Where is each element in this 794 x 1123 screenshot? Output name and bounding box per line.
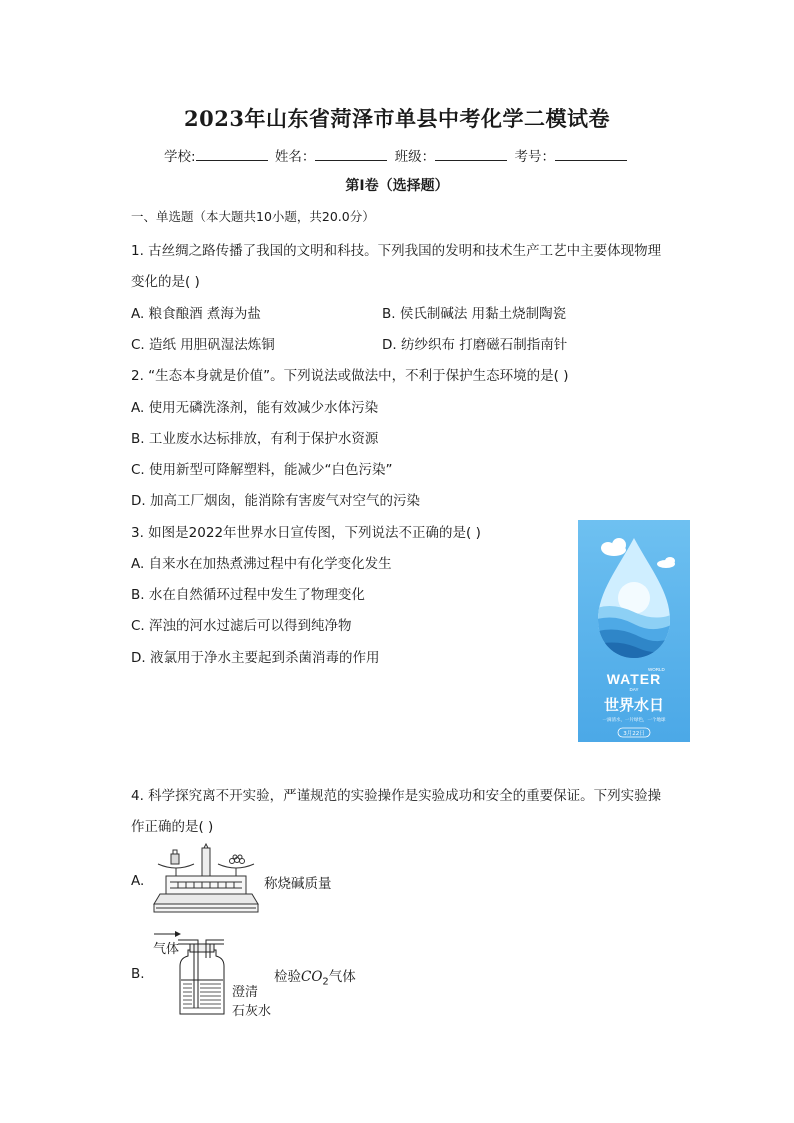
q4-stem-line1: 4. 科学探究离不开实验，严谨规范的实验操作是实验成功和安全的重要保证。下列实验操: [131, 788, 662, 804]
limewater-label-2: 石灰水: [232, 1004, 272, 1019]
poster-date: 3月22日: [623, 731, 645, 737]
exam-number-blank[interactable]: [555, 147, 627, 161]
q1-option-d: D. 纺纱织布 打磨磁石制指南针: [382, 337, 568, 353]
q1-option-c: C. 造纸 用胆矾湿法炼铜: [131, 337, 275, 353]
q4-stem-line2: 作正确的是( ): [131, 819, 214, 835]
student-info-line: [0, 145, 794, 165]
volume-heading: 第I卷（选择题）: [345, 178, 449, 194]
q4-option-a-label: 称烧碱质量: [264, 876, 332, 892]
poster-day-text: DAY: [629, 687, 639, 692]
q4-option-b-label: [274, 965, 356, 988]
q1-option-b: B. 侯氏制碱法 用黏土烧制陶瓷: [382, 306, 567, 322]
poster-slogan: 一滴清水，一片绿色，一个地球: [602, 718, 666, 723]
class-blank[interactable]: [435, 147, 507, 161]
school-blank[interactable]: [196, 147, 268, 161]
q2-option-d: D. 加高工厂烟囱，能消除有害废气对空气的污染: [131, 493, 420, 509]
section-heading: 一、单选题（本大题共10小题，共20.0分）: [131, 209, 375, 224]
limewater-label-1: 澄清: [232, 985, 259, 1000]
q2-stem: 2. “生态本身就是价值”。下列说法或做法中，不利于保护生态环境的是( ): [131, 368, 569, 384]
poster-graphic: [578, 520, 690, 742]
q3-option-b: B. 水在自然循环过程中发生了物理变化: [131, 587, 365, 603]
gas-label: 气体: [153, 942, 180, 957]
q4-option-b-letter: B.: [131, 966, 145, 982]
q4-option-a-letter: A.: [131, 873, 145, 889]
q2-option-c: C. 使用新型可降解塑料，能减少“白色污染”: [131, 462, 393, 478]
q3-option-a: A. 自来水在加热煮沸过程中有化学变化发生: [131, 556, 392, 572]
name-blank[interactable]: [315, 147, 387, 161]
q1-stem-line1: 1. 古丝绸之路传播了我国的文明和科技。下列我国的发明和技术生产工艺中主要体现物理: [131, 243, 662, 259]
exam-number-label: 考号：: [514, 149, 555, 165]
poster-water-text: WATER: [606, 671, 662, 687]
school-label: 学校:: [164, 149, 196, 165]
co2-subscript: 2: [322, 976, 329, 988]
balance-scale-figure: [150, 842, 262, 922]
q3-option-d: D. 液氯用于净水主要起到杀菌消毒的作用: [131, 650, 380, 666]
balance-scale-icon: [150, 842, 262, 918]
q3-option-c: C. 浑浊的河水过滤后可以得到纯净物: [131, 618, 352, 634]
class-label: 班级：: [394, 149, 436, 165]
exam-title: 2023年山东省菏泽市单县中考化学二模试卷: [184, 106, 610, 131]
q1-stem-line2: 变化的是( ): [131, 274, 200, 290]
poster-world-text: WORLD: [648, 667, 665, 672]
q4-option-b-label-post: 气体: [328, 969, 356, 985]
q2-option-b: B. 工业废水达标排放，有利于保护水资源: [131, 431, 379, 447]
world-water-day-poster: [578, 520, 690, 742]
name-label: 姓名：: [274, 149, 316, 165]
poster-cn-title: 世界水日: [603, 696, 665, 714]
q2-option-a: A. 使用无磷洗涤剂，能有效减少水体污染: [131, 400, 379, 416]
q4-option-b-label-pre: 检验: [274, 969, 301, 985]
co2-formula: CO: [301, 969, 323, 985]
q3-stem: 3. 如图是2022年世界水日宣传图，下列说法不正确的是( ): [131, 525, 481, 541]
q1-option-a: A. 粮食酿酒 煮海为盐: [131, 306, 261, 322]
